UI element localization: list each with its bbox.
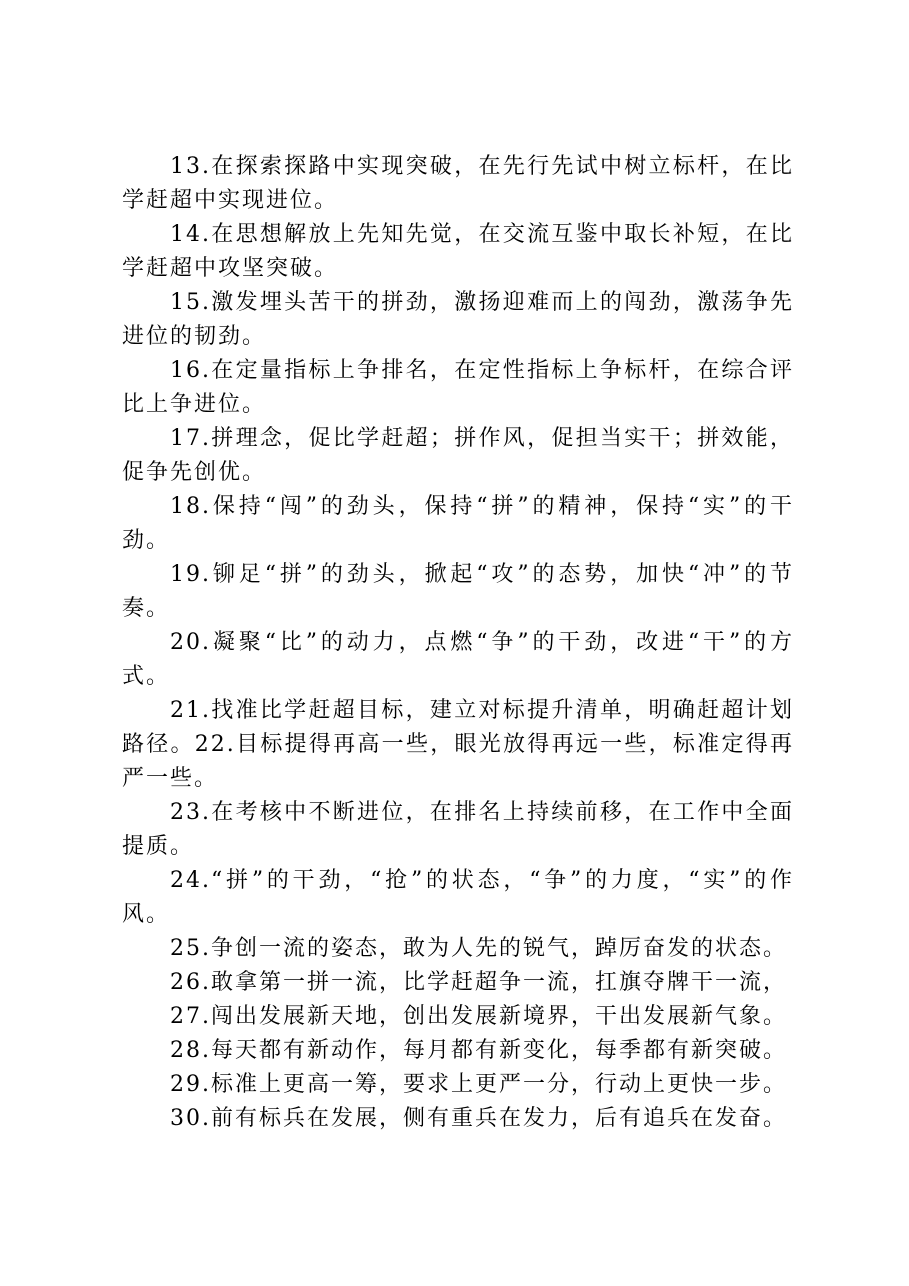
paragraph-29: 29.标准上更高一筹，要求上更严一分，行动上更快一步。 [170,1072,787,1097]
paragraph-20: 20.凝聚“比”的动力，点燃“争”的干劲，改进“干”的方式。 [122,630,794,689]
paragraph-30: 30.前有标兵在发展，侧有重兵在发力，后有追兵在发奋。 [170,1106,787,1131]
paragraph-24: 24.“拼”的干劲，“抢”的状态，“争”的力度，“实”的作风。 [122,868,794,927]
paragraph-28: 28.每天都有新动作，每月都有新变化，每季都有新突破。 [170,1038,787,1063]
paragraph-13: 13.在探索探路中实现突破，在先行先试中树立标杆，在比学赶超中实现进位。 [122,154,794,213]
paragraph-27: 27.闯出发展新天地，创出发展新境界，干出发展新气象。 [170,1004,787,1029]
paragraph-17: 17.拼理念，促比学赶超；拼作风，促担当实干；拼效能，促争先创优。 [122,426,794,485]
paragraph-26: 26.敢拿第一拼一流，比学赶超争一流，扛旗夺牌干一流， [170,970,787,995]
paragraph-25: 25.争创一流的姿态，敢为人先的锐气，踔厉奋发的状态。 [170,936,787,961]
paragraph-14: 14.在思想解放上先知先觉，在交流互鉴中取长补短，在比学赶超中攻坚突破。 [122,222,794,281]
paragraph-16: 16.在定量指标上争排名，在定性指标上争标杆，在综合评比上争进位。 [122,358,794,417]
paragraph-18: 18.保持“闯”的劲头，保持“拼”的精神，保持“实”的干劲。 [122,494,794,553]
document-body [122,150,794,1136]
paragraph-23: 23.在考核中不断进位，在排名上持续前移，在工作中全面提质。 [122,800,794,859]
paragraph-15: 15.激发埋头苦干的拼劲，激扬迎难而上的闯劲，激荡争先进位的韧劲。 [122,290,794,349]
paragraph-21-22: 21.找准比学赶超目标，建立对标提升清单，明确赶超计划路径。22.目标提得再高一些，眼光放得再远一些，标准定得再严一些。 [122,698,794,791]
paragraph-19: 19.铆足“拼”的劲头，掀起“攻”的态势，加快“冲”的节奏。 [122,562,794,621]
